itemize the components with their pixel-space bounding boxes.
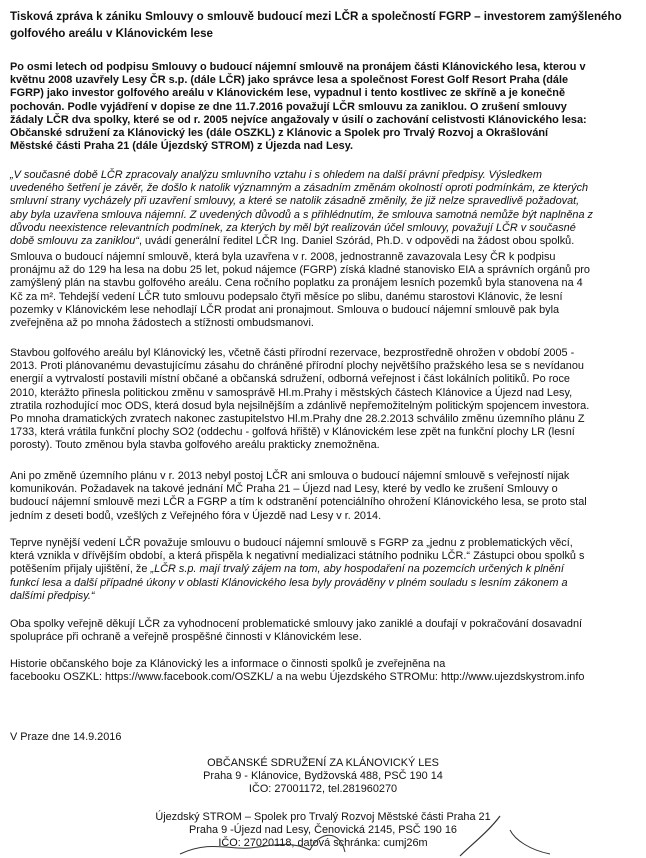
signatory-oszkl bbox=[0, 757, 646, 797]
paragraph-zoning-change bbox=[10, 470, 638, 523]
paragraph-line: Po mnoha dramatických zvratech nakonec zastupitelstvo Hl.m.Prahy dne 28.2.2013 schválilo změnu územního plánu Z bbox=[10, 413, 585, 426]
paragraph-line: Historie občanského boje za Klánovický les a informace o činnosti spolků je zveřejněna na bbox=[10, 658, 446, 670]
paragraph-line: Ani po změně územního plánu v r. 2013 nebyl postoj LČR ani smlouva o budoucí nájemní smlouvě s veřejností nijak bbox=[10, 470, 570, 482]
paragraph-line: Teprve nynější vedení LČR považuje smlouvu o budoucí nájemní smlouvě s FGRP za „jednu z problematických věcí, bbox=[10, 537, 573, 549]
handwritten-signature bbox=[170, 810, 570, 858]
assurance-quote-line: funkcí lesa a další případné úkony v oblasti Klánovického lesa byly prováděny v plném souladu s lesním zákonem a bbox=[10, 576, 568, 589]
quote-line: uvedeného šetření je závěr, že došlo k natolik významným a zásadním změnám okolností oproti podmínkám, ze kterých bbox=[10, 182, 589, 195]
quote-line: důvodu neexistence relevantních podmínek, za kterých by měl být realizován účel smlouvy, považují LČR v současné bbox=[10, 221, 576, 234]
title-line: Tisková zpráva k zániku Smlouvy o smlouvě budoucí mezi LČR a společností FGRP – investorem zamýšleného bbox=[10, 10, 622, 23]
assurance-quote-line: dalšími předpisy.“ bbox=[10, 589, 95, 602]
org-name: OBČANSKÉ SDRUŽENÍ ZA KLÁNOVICKÝ LES bbox=[207, 757, 439, 769]
paragraph-line: Stavbou golfového areálu byl Klánovický les, včetně části přírodní rezervace, bezprostředně ohrožen v období 2005 - bbox=[10, 347, 575, 359]
quote-line: aby byla uzavřena smlouva nájemní. Z uvedených důvodů a s přihlédnutím, že smlouva samotná nemůže být naplněna z bbox=[10, 208, 593, 221]
paragraph-text: potěšením přijaly ujištění, že bbox=[10, 563, 151, 576]
paragraph-line: pozemky v Klánovickém lese nehodlají LČR prodat ani pronajmout. Smlouva o budoucí nájemní smlouvě pak byla bbox=[10, 303, 560, 316]
paragraph-contract-history bbox=[10, 251, 638, 330]
paragraph-links bbox=[10, 658, 638, 684]
paragraph-golf-threat bbox=[10, 347, 638, 453]
paragraph-line: jedním z deseti bodů, vzešlých z Veřejného fóra v Újezdě nad Lesy v r. 2014. bbox=[10, 509, 382, 522]
paragraph-line: 1733, která vrátila funkční plochy SO2 (oddechu - golfová hřiště) v Klánovickém lese zpět na funkční plochy LR (lesní bbox=[10, 426, 575, 439]
intro-line: pochován. Podle vyjádření v dopise ze dne 11.7.2016 považují LČR smlouvu za zaniklou. O zrušení smlouvy bbox=[10, 100, 567, 113]
intro-line: Po osmi letech od podpisu Smlouvy o budoucí nájemní smlouvě na pronájem části Klánovického lesa, kterou v bbox=[10, 61, 586, 73]
paragraph-line: 2010, kterážto přinesla politickou změnu v samosprávě Hl.m.Prahy i městských částech Klánovice a Újezd nad Lesy, bbox=[10, 386, 573, 399]
paragraph-line: Kč za m². Tehdejší vedení LČR tuto smlouvu podepsalo čtyři měsíce po slibu, danému starostovi Klánovic, že lesní bbox=[10, 290, 563, 303]
quote-line: smluvní strany vycházely při uzavření smlouvy, a které se natolik zásadně změnily, že již nelze spravedlivě požadovat, bbox=[10, 195, 580, 208]
intro-line: FGRP) jako investor golfového areálu v Klánovickém lese, vypadnul i tento kostlivec ze skříně a je konečně bbox=[10, 87, 566, 100]
intro-line: Občanské sdružení za Klánovický les (dále OSZKL) z Klánovic a Spolek pro Trvalý Rozvoj a Okrašlování bbox=[10, 127, 549, 140]
quote-line: „V současné době LČR zpracovaly analýzu smluvního vztahu i s ohledem na další právní předpisy. Výsledkem bbox=[10, 169, 542, 181]
org-address: Praha 9 - Klánovice, Bydžovská 488, PSČ 190 14 bbox=[203, 770, 443, 783]
quote-attribution: , uvádí generální ředitel LČR Ing. Daniel Szórád, Ph.D. v odpovědi na žádost obou spolků. bbox=[138, 235, 575, 248]
paragraph-line: Oba spolky veřejně děkují LČR za vyhodnocení problematické smlouvy jako zaniklé a doufají v pokračování dosavadní bbox=[10, 618, 583, 630]
paragraph-line: energií a vytrvalostí postavili místní občané a občanská sdružení, odborná veřejnost i část lokálních politiků. Po roce bbox=[10, 373, 570, 386]
quote-last-line bbox=[10, 235, 638, 248]
document-title bbox=[10, 8, 630, 42]
paragraph-line: pronájmu až do 129 ha lesa na dobu 25 let, pokud nájemce (FGRP) získá kladné stanovisko EIA a správních orgánů pro bbox=[10, 264, 590, 277]
document-date: V Praze dne 14.9.2016 bbox=[10, 731, 122, 743]
paragraph-line: zamýšlený plán na stavbu golfového areálu. Cena ročního poplatku za pronájem lesních pozemků byla stanovena na 4 bbox=[10, 277, 583, 290]
quote-italic-tail: době smlouvu za zaniklou“ bbox=[10, 235, 139, 248]
org-name: Újezdský STROM – Spolek pro Trvalý Rozvoj Městské části Praha 21 bbox=[155, 811, 491, 823]
paragraph-line: spolupráce při ochraně a veřejně prospěšné činnosti v Klánovickém lese. bbox=[10, 631, 362, 644]
paragraph-line: komunikován. Požadavek na takové jednání MČ Praha 21 – Újezd nad Lesy, které by vedlo ke zrušení Smlouvy o bbox=[10, 483, 558, 496]
org-contact: IČO: 27020118, datová schránka: cumj26m bbox=[218, 837, 428, 850]
paragraph-line: porosty). Touto změnou byla stavba golfového areálu prakticky znemožněna. bbox=[10, 439, 380, 452]
org-contact: IČO: 27001172, tel.281960270 bbox=[248, 783, 398, 796]
paragraph-line: 2013. Proti plánovanému devastujícímu zásahu do chráněné přírodní plochy největšího pražského lesa se s nevídanou bbox=[10, 360, 584, 373]
paragraph-thanks bbox=[10, 618, 638, 644]
paragraph-line: Smlouva o budoucí nájemní smlouvě, která byla uzavřena v r. 2008, jednostranně zavazovala Lesy ČR k podpisu bbox=[10, 251, 556, 263]
paragraph-line bbox=[10, 563, 638, 576]
paragraph-line: facebooku OSZKL: https://www.facebook.com/OSZKL/ a na webu Újezdského STROMu: http://www.ujezdskystrom.info bbox=[10, 671, 585, 684]
paragraph-line: ztratila rozhodující moc ODS, která dosud byla nejsilnějším a zdánlivě nepřemožitelným politickým spojencem investora. bbox=[10, 399, 590, 412]
intro-line: květnu 2008 uzavřely Lesy ČR s.p. (dále LČR) jako správce lesa a společnost Forest Golf Resort Praha (dále bbox=[10, 74, 569, 87]
intro-line: žádaly LČR dva spolky, které se od r. 2005 nejvíce angažovaly v úsilí o zachování celistvosti Klánovického lesa: bbox=[10, 113, 587, 126]
intro-paragraph bbox=[10, 61, 638, 153]
paragraph-line: budoucí nájemní smlouvě mezi LČR a FGRP a tím k odstranění potenciálního ohrožení Klánovického lesa, se proto stal bbox=[10, 496, 587, 509]
paragraph-line: která vznikla v dřívějším období, a která přispěla k negativní medializaci státního podniku LČR.“ Zástupci obou spolků s bbox=[10, 550, 585, 563]
assurance-quote: „LČR s.p. mají trvalý zájem na tom, aby hospodaření na pozemcích určených k plnění bbox=[150, 563, 564, 576]
title-line: golfového areálu v Klánovickém lese bbox=[10, 27, 213, 40]
paragraph-current-management bbox=[10, 537, 638, 603]
intro-line: Městské části Praha 21 (dále Újezdský STROM) z Újezda nad Lesy. bbox=[10, 140, 353, 153]
paragraph-line: zveřejněna až po mnoha žádostech a stížnosti ombudsmanovi. bbox=[10, 317, 314, 330]
director-quote bbox=[10, 169, 638, 248]
org-address: Praha 9 -Újezd nad Lesy, Čenovická 2145, PSČ 190 16 bbox=[189, 824, 457, 837]
